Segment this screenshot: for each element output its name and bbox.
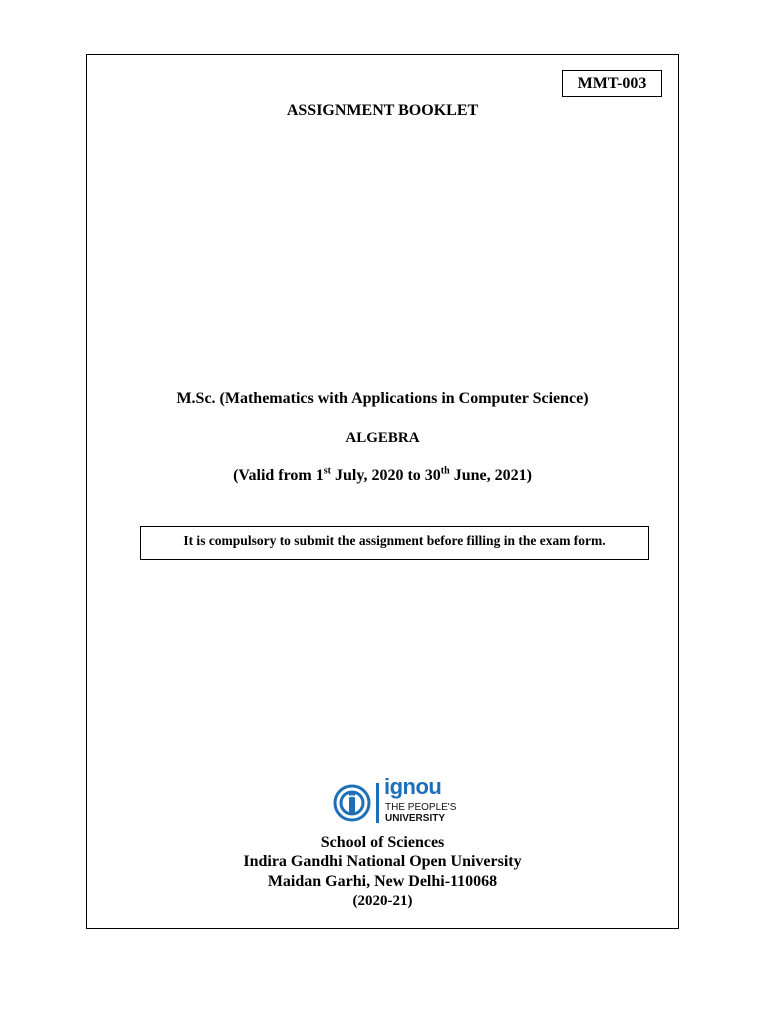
validity-middle: July, 2020 to 30 (330, 467, 441, 484)
logo-wordmark: ignou (384, 774, 442, 799)
validity-prefix: (Valid from 1 (233, 467, 324, 484)
university-address: Maidan Garhi, New Delhi-110068 (267, 873, 498, 890)
course-name: ALGEBRA (345, 430, 420, 446)
booklet-title: ASSIGNMENT BOOKLET (286, 102, 479, 119)
school-name: School of Sciences (320, 834, 445, 851)
session-year: (2020-21) (352, 893, 413, 909)
validity-suffix: June, 2021) (449, 467, 532, 484)
validity-period (86, 467, 679, 485)
programme-name: M.Sc. (Mathematics with Applications in Computer Science) (176, 390, 589, 407)
university-name: Indira Gandhi National Open University (243, 853, 522, 870)
notice-box: It is compulsory to submit the assignment before filling in the exam form. (140, 526, 649, 560)
course-code-box: MMT-003 (562, 70, 662, 97)
validity-sup-st: st (323, 465, 331, 477)
logo-tagline-2: UNIVERSITY (385, 813, 446, 824)
validity-sup-th: th (440, 465, 450, 477)
logo-tagline-1: THE PEOPLE'S (385, 802, 457, 813)
